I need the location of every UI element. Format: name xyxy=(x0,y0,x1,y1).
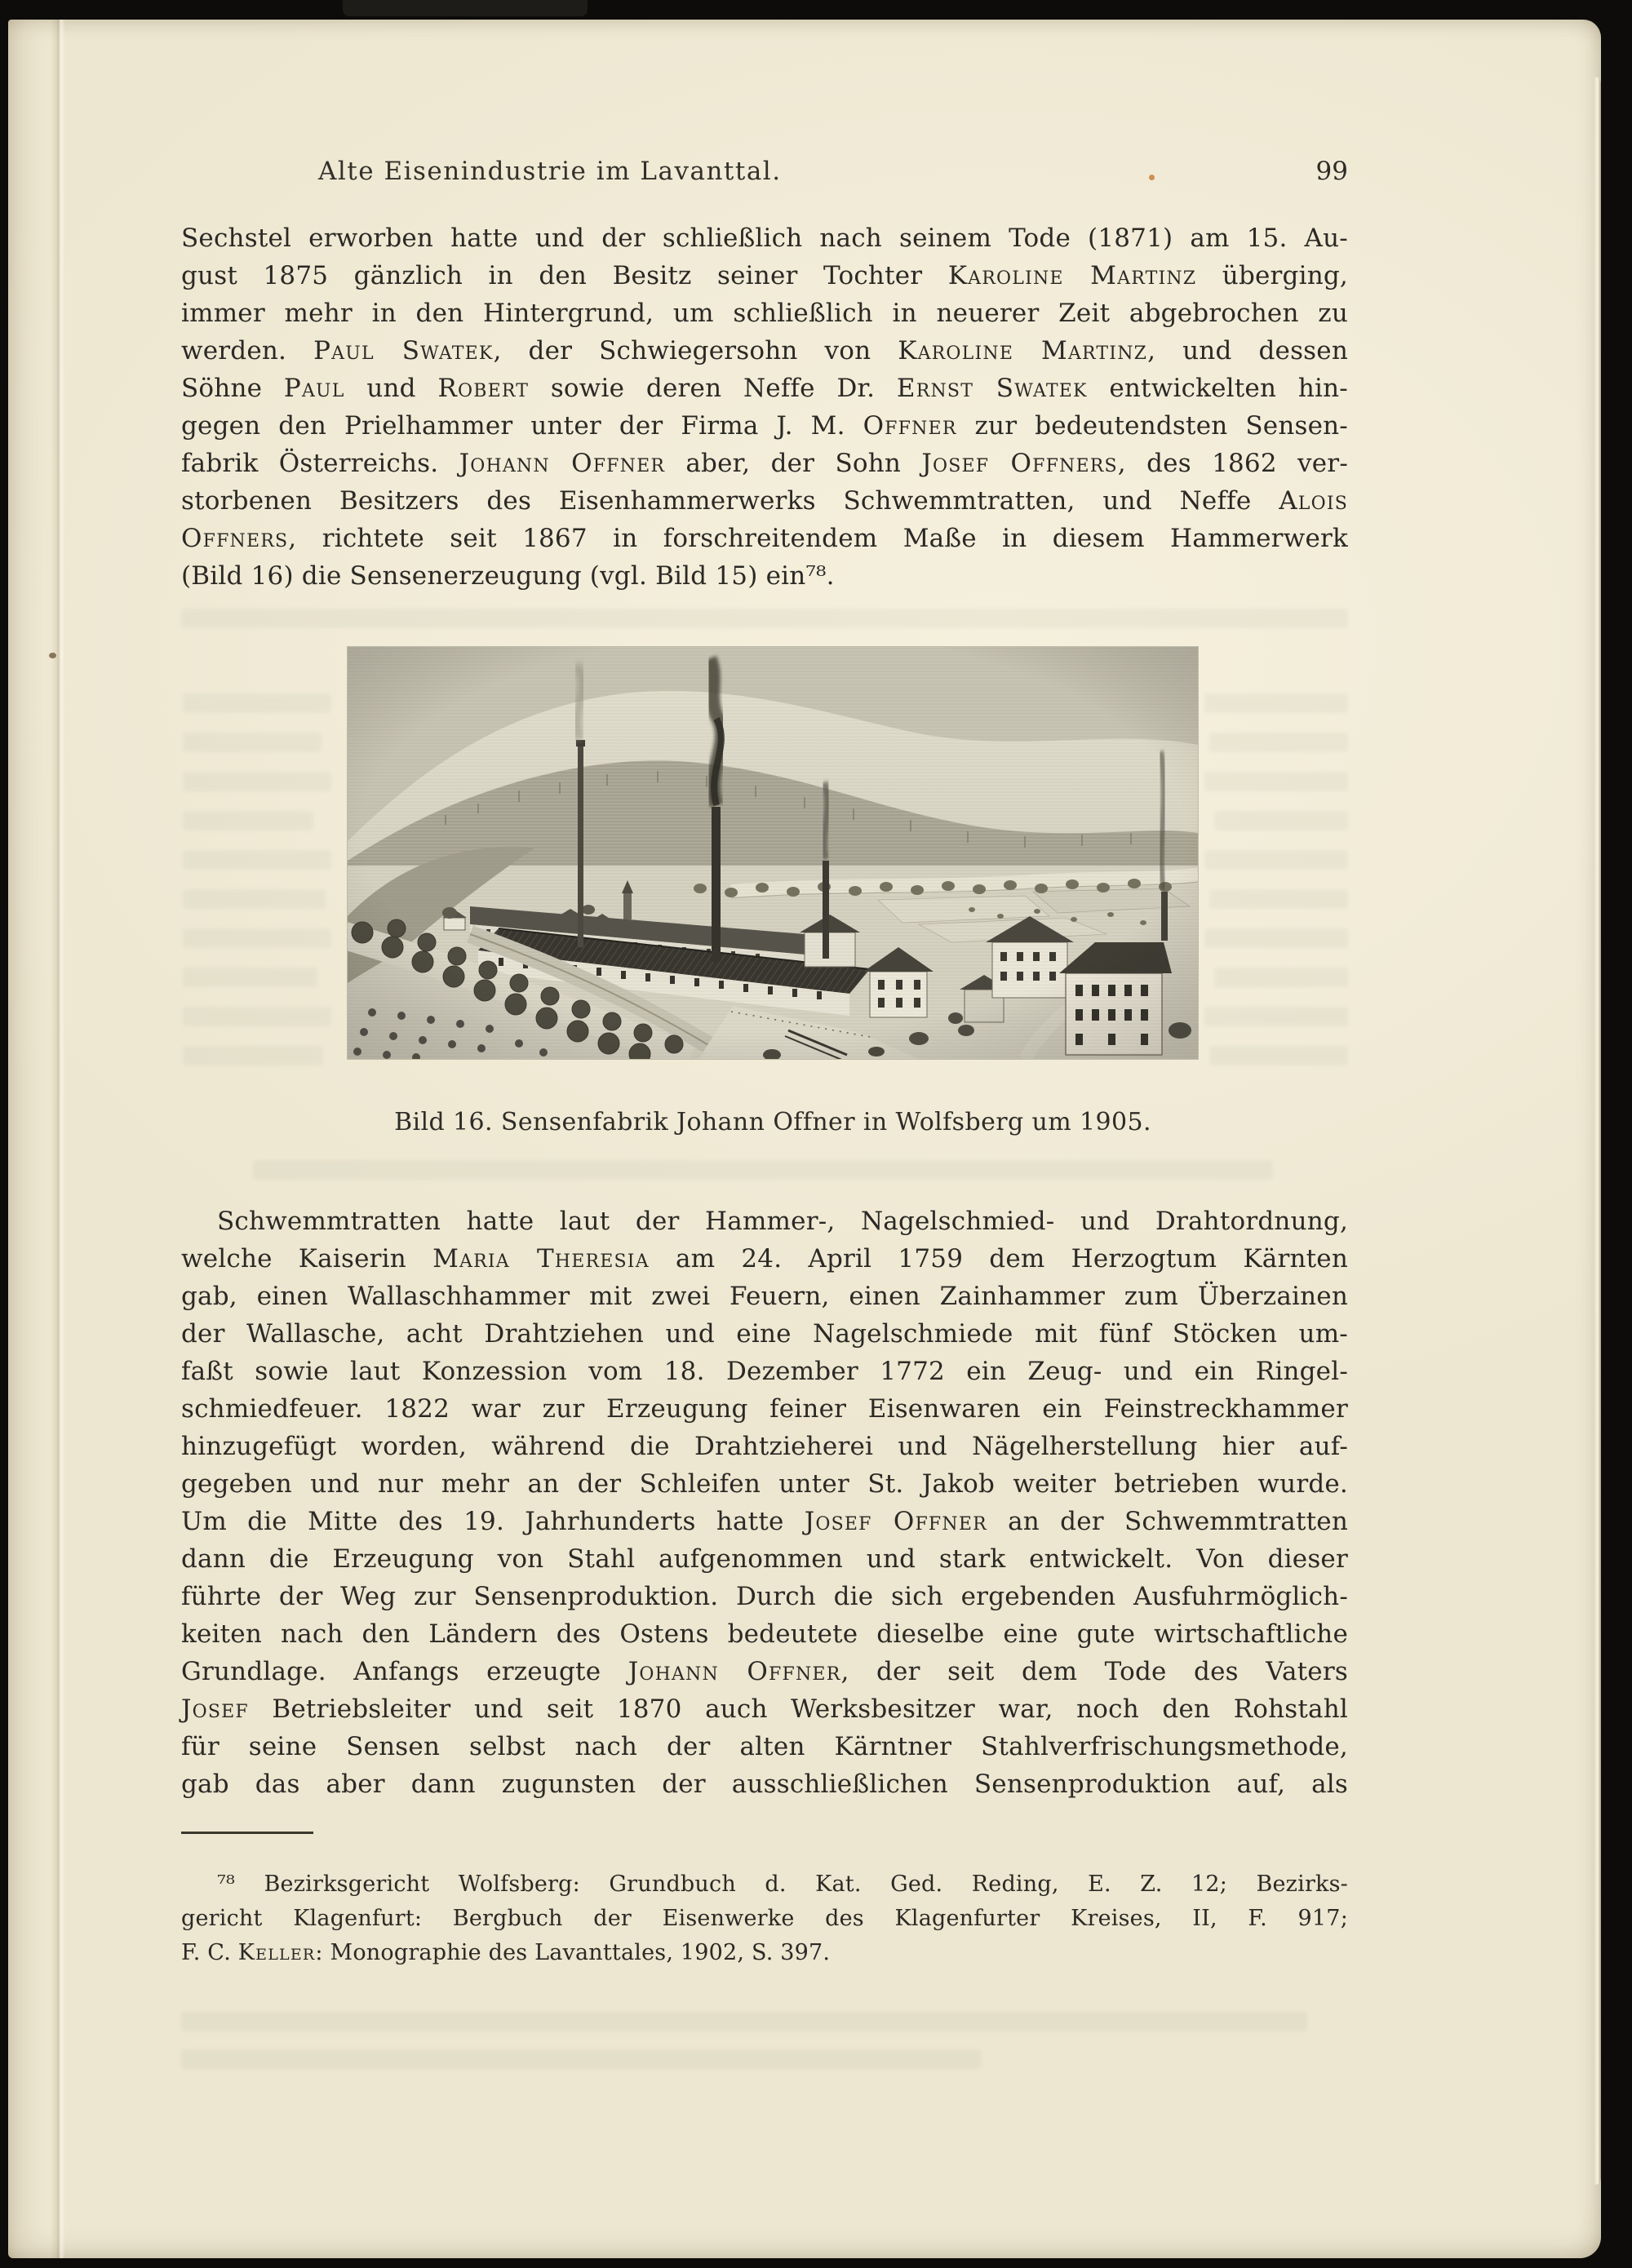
footnote-line: gericht Klagenfurt: Bergbuch der Eisenwerke des Klagenfurter Kreises, II, F. 917; xyxy=(181,1906,1348,1931)
bleedthrough-artifact xyxy=(1209,889,1348,909)
footnote-line: F. C. Keller: Monographie des Lavanttales, 1902, S. 397. xyxy=(181,1940,831,1965)
gutter-crease xyxy=(51,20,65,2258)
page-stack-edge xyxy=(1594,77,1601,2185)
text-line: faßt sowie laut Konzession vom 18. Dezember 1772 ein Zeug- und ein Ringel- xyxy=(181,1357,1348,1386)
footnote xyxy=(181,1867,1348,1970)
bleedthrough-artifact xyxy=(1209,733,1348,752)
text-line: Josef Betriebsleiter und seit 1870 auch Werksbesitzer war, noch den Rohstahl xyxy=(181,1694,1348,1724)
bleedthrough-artifact xyxy=(253,1160,1273,1180)
bleedthrough-artifact xyxy=(181,2012,1307,2031)
bleedthrough-artifact xyxy=(1204,850,1348,870)
paragraph-1 xyxy=(181,219,1348,595)
bleedthrough-artifact xyxy=(181,2049,981,2069)
text-line: Offners, richtete seit 1867 in forschreitendem Maße in diesem Hammerwerk xyxy=(181,524,1348,553)
text-line: (Bild 16) die Sensenerzeugung (vgl. Bild 15) ein⁷⁸. xyxy=(181,561,835,591)
bleedthrough-artifact xyxy=(1214,968,1348,987)
text-line: gust 1875 gänzlich in den Besitz seiner Tochter Karoline Martinz überging, xyxy=(181,261,1348,290)
bleedthrough-artifact xyxy=(1204,928,1348,948)
bleedthrough-artifact xyxy=(183,693,331,713)
bleedthrough-artifact xyxy=(1204,693,1348,713)
text-line: fabrik Österreichs. Johann Offner aber, der Sohn Josef Offners, des 1862 ver- xyxy=(181,449,1349,478)
paragraph-2 xyxy=(181,1203,1348,1803)
text-line: Sechstel erworben hatte und der schließlich nach seinem Tode (1871) am 15. Au- xyxy=(181,224,1348,253)
paper-fleck xyxy=(49,653,56,658)
figure-caption: Bild 16. Sensenfabrik Johann Offner in Wolfsberg um 1905. xyxy=(394,1108,1151,1136)
text-line: storbenen Besitzers des Eisenhammerwerks Schwemmtratten, und Neffe Alois xyxy=(181,486,1348,516)
text-line: Söhne Paul und Robert sowie deren Neffe Dr. Ernst Swatek entwickelten hin- xyxy=(181,374,1348,403)
bleedthrough-artifact xyxy=(183,811,313,831)
text-line: gegeben und nur mehr an der Schleifen unter St. Jakob weiter betrieben wurde. xyxy=(181,1469,1348,1499)
running-header xyxy=(181,157,1348,193)
text-line: hinzugefügt worden, während die Drahtzieherei und Nägelherstellung hier auf- xyxy=(181,1432,1348,1461)
text-line: gegen den Prielhammer unter der Firma J. M. Offner zur bedeutendsten Sensen- xyxy=(181,411,1348,441)
bleedthrough-artifact xyxy=(1204,1007,1348,1026)
bleedthrough-artifact xyxy=(1214,811,1348,831)
page-title: Alte Eisenindustrie im Lavanttal. xyxy=(318,157,782,186)
bleedthrough-artifact xyxy=(183,1007,331,1026)
bleedthrough-artifact xyxy=(183,968,317,987)
footnote-line: ⁷⁸ Bezirksgericht Wolfsberg: Grundbuch d. Kat. Ged. Reding, E. Z. 12; Bezirks- xyxy=(217,1872,1348,1897)
book-page xyxy=(8,20,1601,2258)
text-line: Um die Mitte des 19. Jahrhunderts hatte Josef Offner an der Schwemmtratten xyxy=(181,1507,1349,1536)
bleedthrough-artifact xyxy=(1209,1046,1348,1065)
text-line: der Wallasche, acht Drahtziehen und eine Nagelschmiede mit fünf Stöcken um- xyxy=(181,1319,1348,1349)
text-line: führte der Weg zur Sensenproduktion. Durch die sich ergebenden Ausfuhrmöglich- xyxy=(181,1582,1348,1611)
text-line: keiten nach den Ländern des Ostens bedeutete dieselbe eine gute wirtschaftliche xyxy=(181,1619,1348,1649)
page-number: 99 xyxy=(1315,157,1348,186)
bleedthrough-artifact xyxy=(183,850,331,870)
bleedthrough-artifact xyxy=(183,889,326,909)
text-line: Grundlage. Anfangs erzeugte Johann Offner, der seit dem Tode des Vaters xyxy=(181,1657,1348,1686)
footnote-rule xyxy=(181,1832,313,1834)
scan-edge-artifact xyxy=(343,0,588,16)
engraving-factory-view xyxy=(348,647,1198,1059)
text-line: welche Kaiserin Maria Theresia am 24. April 1759 dem Herzogtum Kärnten xyxy=(181,1244,1348,1274)
text-line: für seine Sensen selbst nach der alten Kärntner Stahlverfrischungsmethode, xyxy=(181,1732,1348,1761)
bleedthrough-artifact xyxy=(1204,772,1348,791)
text-line: schmiedfeuer. 1822 war zur Erzeugung feiner Eisenwaren ein Feinstreckhammer xyxy=(181,1394,1348,1424)
text-line: Schwemmtratten hatte laut der Hammer-, Nagelschmied- und Drahtordnung, xyxy=(217,1207,1348,1236)
text-line: immer mehr in den Hintergrund, um schließlich in neuerer Zeit abgebrochen zu xyxy=(181,299,1348,328)
bleedthrough-artifact xyxy=(183,772,331,791)
text-line: dann die Erzeugung von Stahl aufgenommen und stark entwickelt. Von dieser xyxy=(181,1544,1348,1574)
bleedthrough-artifact xyxy=(183,1046,323,1065)
bleedthrough-artifact xyxy=(183,733,322,752)
text-line: gab das aber dann zugunsten der ausschließlichen Sensenproduktion auf, als xyxy=(181,1770,1348,1799)
vignette xyxy=(348,647,1198,1059)
bleedthrough-artifact xyxy=(183,928,331,948)
text-line: werden. Paul Swatek, der Schwiegersohn von Karoline Martinz, und dessen xyxy=(181,336,1348,365)
bleedthrough-artifact xyxy=(181,609,1348,628)
figure-image xyxy=(348,647,1198,1059)
text-line: gab, einen Wallaschhammer mit zwei Feuern, einen Zainhammer zum Überzainen xyxy=(181,1282,1348,1311)
